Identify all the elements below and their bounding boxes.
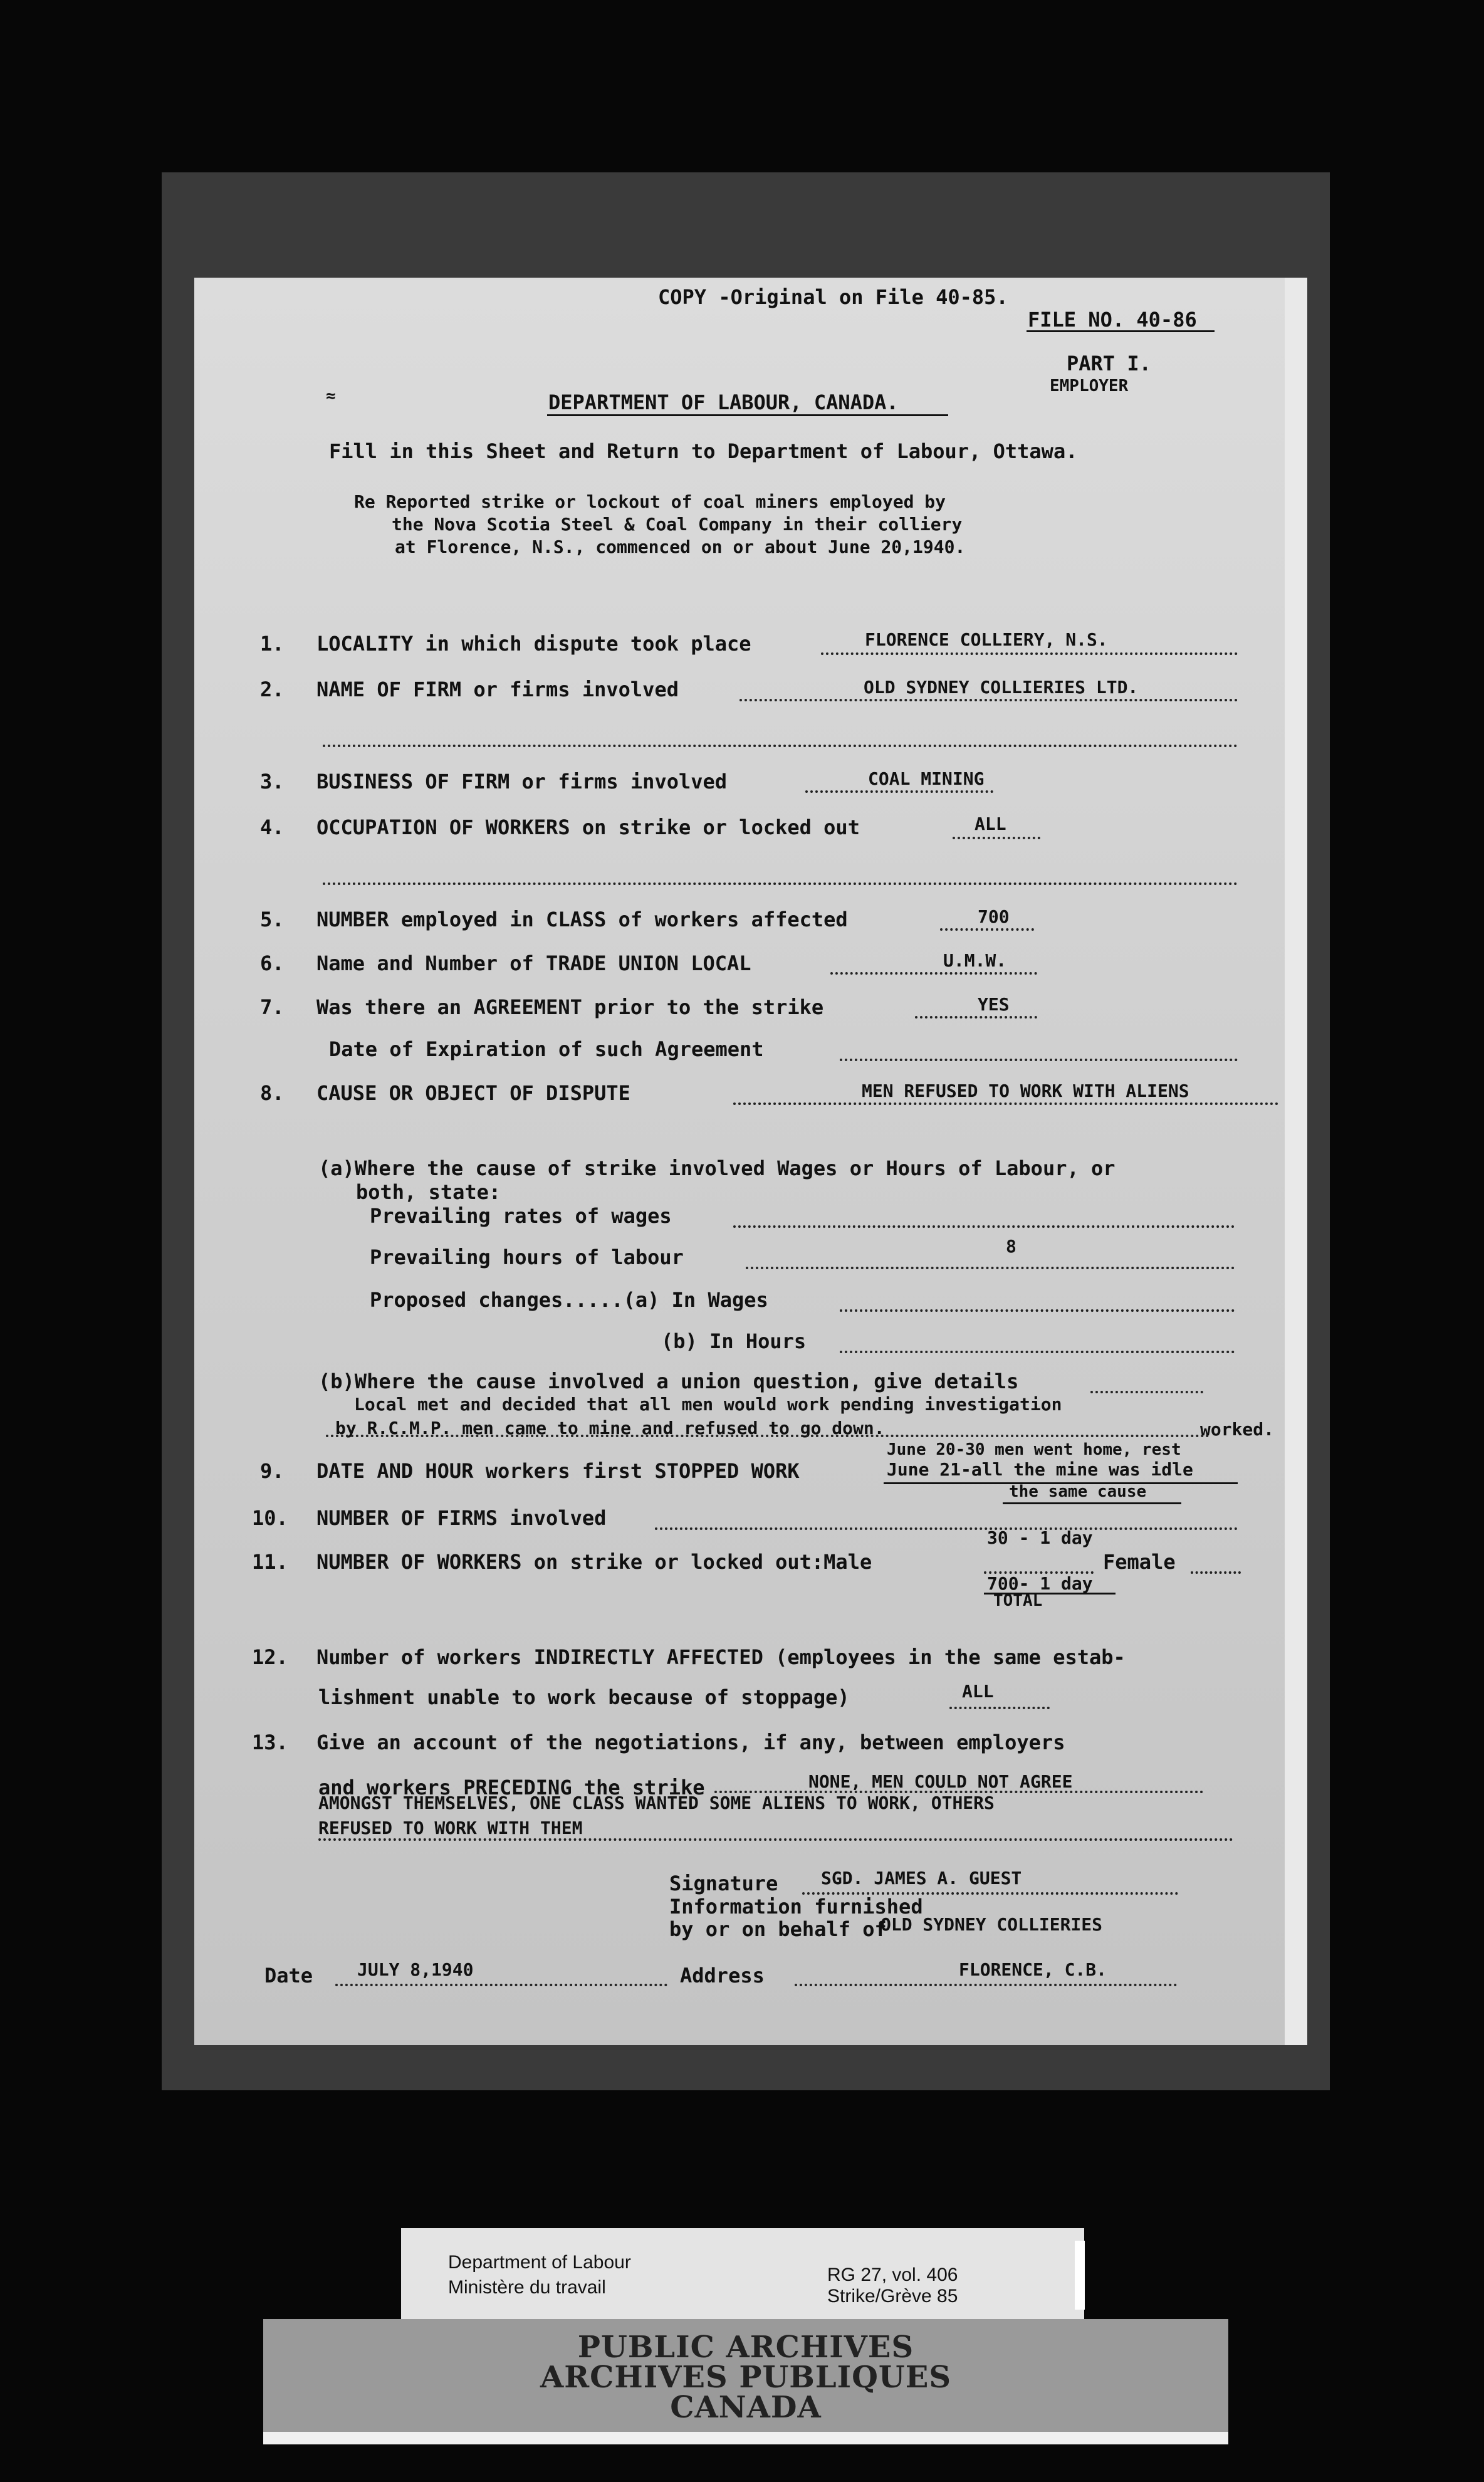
question-occupation: OCCUPATION OF WORKERS on strike or locked out (316, 815, 860, 839)
answer-business: COAL MINING (868, 768, 985, 789)
question-indirectly-affected-cont: lishment unable to work because of stoppage) (318, 1685, 850, 1709)
information-label: Information furnished (669, 1895, 923, 1919)
answer-line (323, 882, 1238, 885)
question-wages-hours: (a)Where the cause of strike involved Wages or Hours of Labour, or (318, 1156, 1116, 1180)
question-number-firms: NUMBER OF FIRMS involved (316, 1506, 607, 1530)
item-number: 10. (252, 1506, 288, 1530)
part-sub-label: EMPLOYER (1050, 377, 1129, 395)
department-french: Ministère du travail (448, 2277, 606, 2298)
date-value: JULY 8,1940 (357, 1959, 474, 1980)
question-number-employed: NUMBER employed in CLASS of workers affected (316, 908, 848, 931)
answer-line (840, 1351, 1235, 1353)
item-number: 6. (260, 951, 285, 975)
answer-line (949, 1707, 1050, 1709)
answer-line (840, 1309, 1235, 1312)
item-number: 8. (260, 1081, 285, 1105)
stamp-line-1: PUBLIC ARCHIVES (577, 2330, 914, 2365)
question-cause: CAUSE OR OBJECT OF DISPUTE (316, 1081, 630, 1105)
item-number: 9. (260, 1459, 285, 1483)
answer-line (940, 928, 1034, 931)
archive-stamp (263, 2319, 1228, 2444)
item-number: 1. (260, 632, 285, 656)
file-number-underline (1027, 330, 1215, 332)
answer-line (1090, 1391, 1203, 1393)
mark-glyph: ≈ (326, 387, 336, 406)
answer-firm-name: OLD SYDNEY COLLIERIES LTD. (864, 677, 1139, 698)
answer-line (335, 1984, 667, 1986)
answer-union-details-1: Local met and decided that all men would work pending investigation (354, 1394, 1062, 1415)
answer-negotiations-1: NONE, MEN COULD NOT AGREE (808, 1771, 1073, 1792)
question-proposed-wages: Proposed changes.....(a) In Wages (370, 1288, 768, 1312)
answer-underline (1003, 1502, 1181, 1504)
answer-trade-union: U.M.W. (943, 950, 1007, 971)
copy-note: COPY -Original on File 40-85. (658, 285, 1008, 309)
question-workers-total: TOTAL (993, 1591, 1043, 1610)
question-agreement: Was there an AGREEMENT prior to the strike (316, 995, 824, 1019)
answer-cause: MEN REFUSED TO WORK WITH ALIENS (862, 1081, 1189, 1101)
record-group-reference: RG 27, vol. 406 (827, 2265, 958, 2285)
answer-union-details-3: worked. (1200, 1419, 1275, 1440)
paper-edge (1285, 278, 1307, 2045)
question-workers-female: Female (1103, 1550, 1176, 1574)
answer-agreement: YES (978, 994, 1010, 1015)
answer-line (655, 1527, 1238, 1530)
question-negotiations-cont: and workers PRECEDING the strike (318, 1776, 705, 1799)
answer-line (326, 1435, 1210, 1437)
answer-line (733, 1225, 1235, 1228)
answer-line (840, 1059, 1238, 1061)
answer-line (830, 972, 1037, 975)
question-prevailing-hours: Prevailing hours of labour (370, 1245, 684, 1269)
on-behalf-value: OLD SYDNEY COLLIERIES (880, 1914, 1103, 1935)
answer-line (795, 1984, 1177, 1986)
part-label: PART I. (1067, 352, 1151, 375)
question-workers-on-strike: NUMBER OF WORKERS on strike or locked out:Male (316, 1550, 872, 1574)
label-tab (1075, 2241, 1085, 2310)
document-frame (162, 172, 1330, 2090)
answer-locality: FLORENCE COLLIERY, N.S. (865, 629, 1108, 650)
answer-line (915, 1016, 1037, 1018)
answer-negotiations-3: REFUSED TO WORK WITH THEM (318, 1818, 583, 1838)
re-line-3: at Florence, N.S., commenced on or about June 20,1940. (395, 537, 966, 557)
date-label: Date (264, 1964, 313, 1987)
department-title: DEPARTMENT OF LABOUR, CANADA. (548, 390, 899, 414)
item-number: 7. (260, 995, 285, 1019)
department-title-underline (547, 414, 948, 416)
question-date-stopped: DATE AND HOUR workers first STOPPED WORK (316, 1459, 800, 1483)
question-locality: LOCALITY in which dispute took place (316, 632, 751, 656)
question-prevailing-wages: Prevailing rates of wages (370, 1204, 672, 1228)
question-business: BUSINESS OF FIRM or firms involved (316, 770, 728, 793)
question-agreement-expiration: Date of Expiration of such Agreement (329, 1037, 764, 1061)
item-number: 11. (252, 1550, 288, 1574)
answer-line (953, 837, 1040, 839)
re-line-1: Re Reported strike or lockout of coal miners employed by (354, 491, 946, 512)
answer-date-stopped-cont: the same cause (1009, 1482, 1147, 1501)
answer-line (318, 1838, 1233, 1841)
stamp-border (263, 2432, 1228, 2444)
answer-line (1191, 1571, 1241, 1574)
strike-report-form (194, 278, 1307, 2045)
signature-label: Signature (669, 1872, 778, 1895)
form-instruction: Fill in this Sheet and Return to Department of Labour, Ottawa. (329, 439, 1078, 463)
answer-occupation: ALL (975, 814, 1006, 834)
question-indirectly-affected: Number of workers INDIRECTLY AFFECTED (employees in the same estab- (316, 1645, 1126, 1669)
stamp-line-2: ARCHIVES PUBLIQUES (540, 2360, 951, 2395)
answer-line (805, 790, 993, 793)
question-firm-name: NAME OF FIRM or firms involved (316, 678, 679, 701)
question-negotiations: Give an account of the negotiations, if any, between employers (316, 1731, 1065, 1754)
address-value: FLORENCE, C.B. (959, 1959, 1107, 1980)
answer-line (821, 652, 1238, 655)
answer-line (746, 1267, 1235, 1269)
question-union-details: (b)Where the cause involved a union question, give details (318, 1369, 1019, 1393)
strike-reference: Strike/Grève 85 (827, 2286, 958, 2307)
re-line-2: the Nova Scotia Steel & Coal Company in their colliery (392, 514, 963, 535)
question-trade-union: Name and Number of TRADE UNION LOCAL (316, 951, 751, 975)
answer-workers-total: 700- 1 day (987, 1573, 1093, 1594)
answer-line (323, 745, 1238, 747)
annotation-stoppage-note: June 20-30 men went home, rest (887, 1440, 1181, 1459)
answer-number-employed: 700 (978, 906, 1010, 927)
question-wages-hours-cont: both, state: (356, 1180, 501, 1204)
question-proposed-hours: (b) In Hours (661, 1329, 807, 1353)
department-english: Department of Labour (448, 2252, 631, 2273)
answer-date-stopped: June 21-all the mine was idle (887, 1459, 1193, 1480)
address-label: Address (680, 1964, 765, 1987)
item-number: 3. (260, 770, 285, 793)
item-number: 4. (260, 815, 285, 839)
item-number: 2. (260, 678, 285, 701)
on-behalf-label: by or on behalf of (669, 1917, 887, 1941)
answer-line (739, 699, 1238, 701)
file-number: FILE NO. 40-86 (1028, 308, 1197, 332)
answer-workers-male: 30 - 1 day (987, 1527, 1093, 1548)
answer-union-details-2: by R.C.M.P. men came to mine and refused to go down. (335, 1418, 885, 1438)
answer-indirectly-affected: ALL (962, 1681, 994, 1702)
answer-line (733, 1102, 1278, 1105)
answer-prevailing-hours: 8 (1006, 1236, 1016, 1257)
item-number: 12. (252, 1645, 288, 1669)
stamp-line-3: CANADA (670, 2390, 822, 2425)
answer-negotiations-2: AMONGST THEMSELVES, ONE CLASS WANTED SOME ALIENS TO WORK, OTHERS (318, 1793, 995, 1813)
item-number: 13. (252, 1731, 288, 1754)
signature-value: SGD. JAMES A. GUEST (821, 1868, 1022, 1888)
item-number: 5. (260, 908, 285, 931)
